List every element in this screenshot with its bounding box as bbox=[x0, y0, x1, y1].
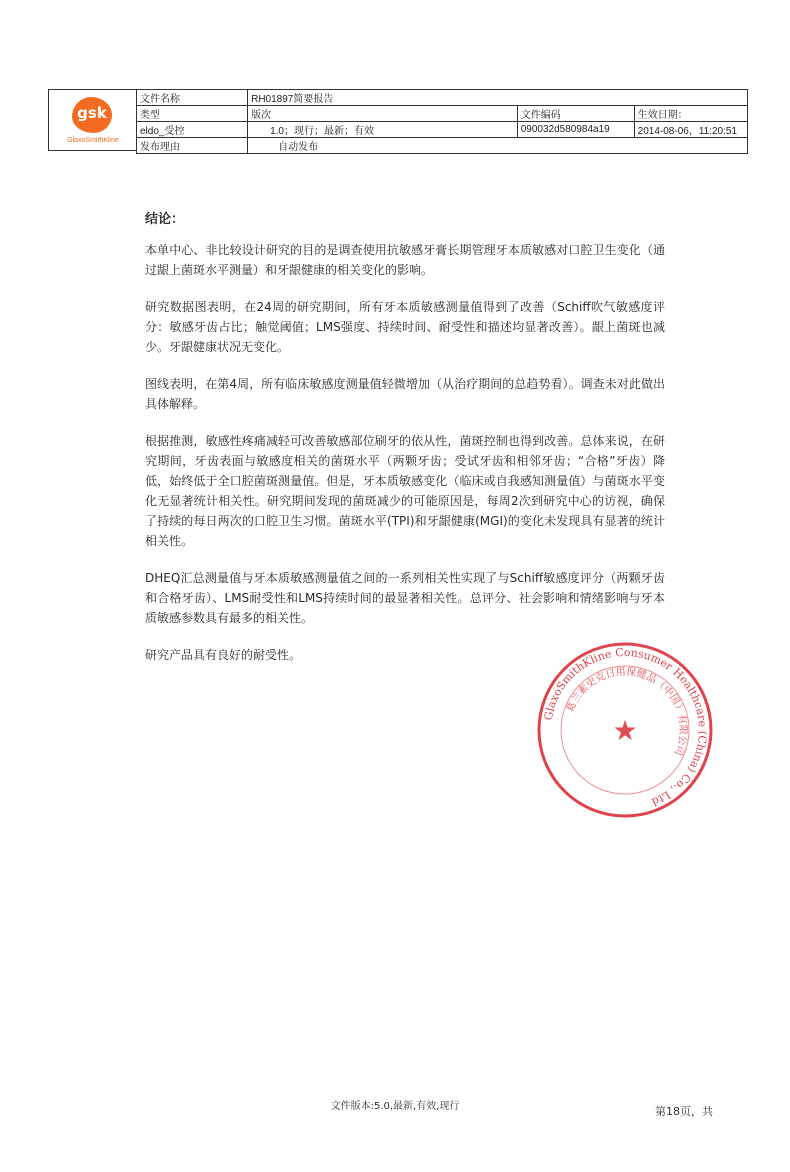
doc-code-label: 文件编码 bbox=[517, 106, 634, 122]
paragraph-results: 研究数据图表明，在24周的研究期间，所有牙本质敏感测量值得到了改善（Schiff吹气敏感度评分：敏感牙齿占比；触觉阈值；LMS强度、持续时间、耐受性和描述均显著改善）。龈上菌斑也减少。牙龈健康状况无变化。 bbox=[145, 300, 665, 354]
meta-row-values bbox=[137, 122, 748, 138]
effective-date-label: 生效日期： bbox=[634, 106, 747, 122]
footer-version: 文件版本:5.0,最新,有效,现行 bbox=[330, 1101, 460, 1112]
logo-mark bbox=[72, 97, 112, 133]
doc-name-label: 文件名称 bbox=[137, 90, 248, 106]
company-seal bbox=[535, 640, 715, 820]
effective-date-value: 2014-08-06，11:20:51 bbox=[634, 122, 747, 138]
paragraph-week4: 图线表明，在第4周，所有临床敏感度测量值轻微增加（从治疗期间的总趋势看）。调查未对此做出具体解释。 bbox=[145, 377, 665, 411]
gsk-logo bbox=[48, 89, 137, 151]
document-metadata-table bbox=[136, 89, 748, 154]
paragraph-speculation: 根据推测，敏感性疼痛减轻可改善敏感部位刷牙的依从性，菌斑控制也得到改善。总体来说，在研究期间，牙齿表面与敏感度相关的菌斑水平（两颗牙齿；受试牙齿和相邻牙齿；“合格”牙齿）降低，始终低于全口腔菌斑测量值。但是，牙本质敏感变化（临床或自我感知测量值）与菌斑水平变化无显著统计相关性。研究期间发现的菌斑减少的可能原因是，每周2次到研究中心的访视，确保了持续的每日两次的口腔卫生习惯。菌斑水平(TPI)和牙龈健康(MGI)的变化未发现具有显著的统计相关性。 bbox=[145, 434, 665, 548]
logo-company-name: GlaxoSmithKline bbox=[67, 137, 119, 144]
report-body bbox=[145, 210, 665, 682]
version-label: 版次 bbox=[248, 106, 518, 122]
type-value: eldo_受控 bbox=[137, 122, 248, 138]
release-reason-label: 发布理由 bbox=[137, 138, 248, 154]
doc-name-value: RH01897简要报告 bbox=[248, 90, 518, 106]
conclusion-heading: 结论： bbox=[145, 212, 185, 227]
svg-text:葛兰素史克日用保健品（中国）有限公司: 葛兰素史克日用保健品（中国）有限公司 bbox=[565, 666, 689, 757]
paragraph-purpose: 本单中心、非比较设计研究的目的是调查使用抗敏感牙膏长期管理牙本质敏感对口腔卫生变化（通过龈上菌斑水平测量）和牙龈健康的相关变化的影响。 bbox=[145, 243, 665, 277]
logo-mark-text: gsk bbox=[77, 104, 107, 122]
paragraph-dheq: DHEQ汇总测量值与牙本质敏感测量值之间的一系列相关性实现了与Schiff敏感度评分（两颗牙齿和合格牙齿）、LMS耐受性和LMS持续时间的最显著相关性。总评分、社会影响和情绪影响与牙本质敏感参数具有最多的相关性。 bbox=[145, 571, 665, 625]
meta-row-reason bbox=[137, 138, 748, 154]
version-value: 1.0；现行；最新；有效 bbox=[248, 122, 518, 138]
svg-text:★: ★ bbox=[612, 714, 638, 747]
svg-text:GlaxoSmithKline Consumer Healt: GlaxoSmithKline Consumer Healthcare (China) Co., Ltd bbox=[541, 645, 710, 809]
meta-row-title bbox=[137, 90, 748, 106]
paragraph-tolerability: 研究产品具有良好的耐受性。 bbox=[145, 648, 302, 662]
meta-row-headers bbox=[137, 106, 748, 122]
document-header bbox=[48, 89, 748, 151]
doc-code-value: 090032d580984a19 bbox=[517, 122, 634, 138]
type-label: 类型 bbox=[137, 106, 248, 122]
footer-page-number: 第18页，共 bbox=[655, 1105, 713, 1118]
release-reason-value: 自动发布 bbox=[248, 138, 518, 154]
